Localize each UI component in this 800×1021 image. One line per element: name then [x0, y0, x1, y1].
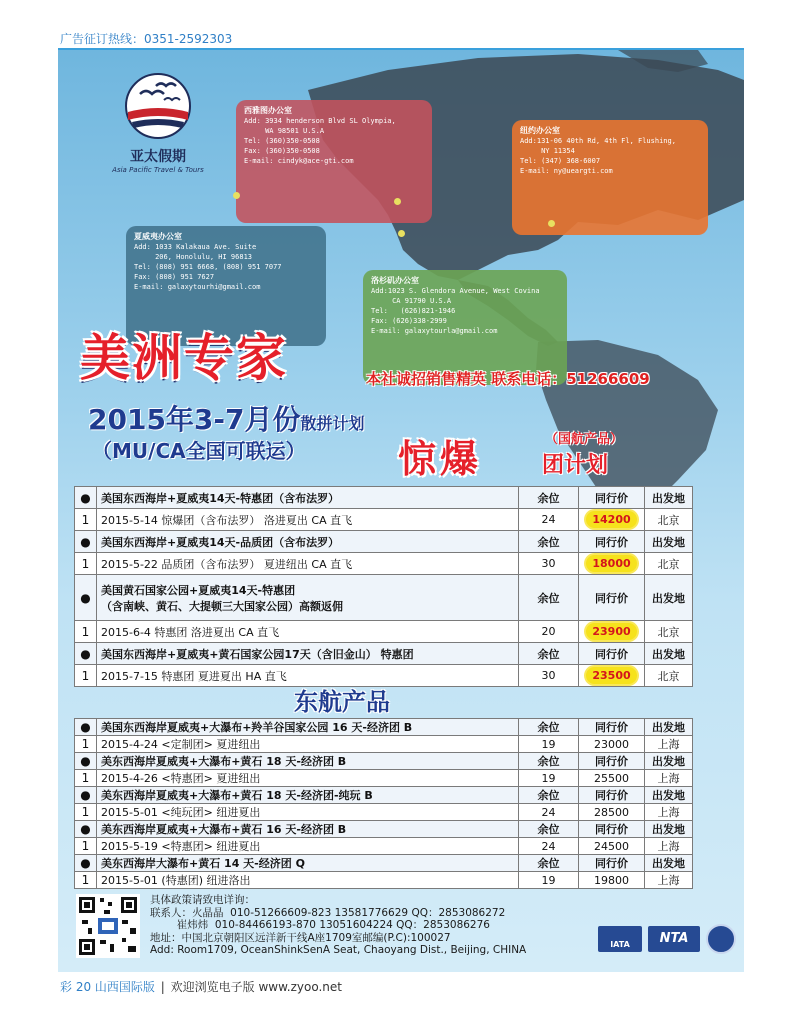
col-price: 同行价 [579, 531, 645, 553]
row-number: 1 [75, 665, 97, 687]
col-depart: 出发地 [645, 753, 693, 770]
row-bullet: ● [75, 855, 97, 872]
headline-experts: 美洲专家 [80, 329, 288, 387]
table-row [75, 787, 693, 804]
office-line: E-mail: galaxytourhi@gmail.com [134, 283, 261, 291]
office-title: 洛杉矶办公室 [371, 276, 419, 285]
col-price: 同行价 [579, 821, 645, 838]
price-value: 23500 [586, 667, 636, 684]
table-row [75, 575, 693, 621]
departure-desc: 2015-5-22 品质团（含布法罗） 夏进纽出 CA 直飞 [97, 553, 519, 575]
col-price: 同行价 [579, 753, 645, 770]
table-row [75, 855, 693, 872]
depart-value: 上海 [645, 872, 693, 889]
row-number: 1 [75, 804, 97, 821]
nta-badge: NTA [648, 926, 700, 952]
contact-intro: 具体政策请致电详询： [150, 894, 255, 906]
depart-value: 上海 [645, 736, 693, 753]
logo-name-en: Asia Pacific Travel & Tours [112, 166, 204, 174]
ad-hotline: 广告征订热线：0351-2592303 [60, 32, 233, 46]
office-line: Tel: (626)821-1946 [371, 307, 456, 315]
row-bullet: ● [75, 531, 97, 553]
logo-name-cn: 亚太假期 [130, 149, 186, 165]
office-line: 206, Honolulu, HI 96813 [134, 253, 253, 261]
departure-desc: 2015-7-15 特惠团 夏进夏出 HA 直飞 [97, 665, 519, 687]
poster [58, 50, 744, 972]
depart-value: 北京 [645, 553, 693, 575]
price-value: 24500 [579, 838, 645, 855]
col-depart: 出发地 [645, 787, 693, 804]
headline-ca-product: （国航产品） [545, 432, 624, 447]
col-seats: 余位 [519, 575, 579, 621]
col-seats: 余位 [519, 855, 579, 872]
col-price: 同行价 [579, 575, 645, 621]
seats-value: 19 [519, 770, 579, 787]
departure-desc: 2015-5-01 (特惠团) 纽进洛出 [97, 872, 519, 889]
table-row [75, 821, 693, 838]
tour-name: 美国东西海岸+夏威夷14天-特惠团（含布法罗） [97, 487, 519, 509]
contact-person-2: 崔炜炜 010-84466193-870 13051604224 QQ：2853086276 [150, 919, 490, 931]
seats-value: 24 [519, 838, 579, 855]
brand-logo [103, 70, 213, 174]
row-number: 1 [75, 770, 97, 787]
tour-name: 美国东西海岸夏威夷+大瀑布+羚羊谷国家公园 16 天-经济团 B [97, 719, 519, 736]
col-seats: 余位 [519, 821, 579, 838]
office-line: WA 98501 U.S.A [244, 127, 325, 135]
col-seats: 余位 [519, 719, 579, 736]
office-line: Tel: (360)350-0508 [244, 137, 320, 145]
edition-name: 山西国际版 [94, 980, 155, 994]
table-row [75, 509, 693, 531]
seattle-office-card [236, 100, 432, 223]
seats-value: 20 [519, 621, 579, 643]
seats-value: 30 [519, 553, 579, 575]
seats-value: 19 [519, 736, 579, 753]
table-row [75, 553, 693, 575]
office-title: 纽约办公室 [520, 126, 560, 135]
col-depart: 出发地 [645, 855, 693, 872]
depart-value: 北京 [645, 621, 693, 643]
office-line: E-mail: galaxytourla@gmail.com [371, 327, 498, 335]
table-row [75, 872, 693, 889]
col-price: 同行价 [579, 643, 645, 665]
office-line: Tel: (808) 951 6668, (808) 951 7077 [134, 263, 282, 271]
table-row [75, 770, 693, 787]
price-value: 14200 [586, 511, 636, 528]
tour-name: 美东西海岸夏威夷+大瀑布+黄石 18 天-经济团-纯玩 B [97, 787, 519, 804]
seats-value: 19 [519, 872, 579, 889]
table-row [75, 753, 693, 770]
row-bullet: ● [75, 487, 97, 509]
price-cell [579, 621, 645, 643]
recruitment-notice: 本社诚招销售精英 联系电话：51266609 [366, 370, 650, 388]
table-row [75, 621, 693, 643]
table-row [75, 487, 693, 509]
row-bullet: ● [75, 575, 97, 621]
hawaii-location-dot [233, 192, 240, 199]
price-cell [579, 665, 645, 687]
row-number: 1 [75, 509, 97, 531]
col-price: 同行价 [579, 855, 645, 872]
col-seats: 余位 [519, 487, 579, 509]
departure-desc: 2015-5-14 惊爆团（含布法罗） 洛进夏出 CA 直飞 [97, 509, 519, 531]
table-row [75, 736, 693, 753]
depart-value: 上海 [645, 770, 693, 787]
headline-group-plan: 团计划 [542, 453, 609, 478]
tour-name: 美国黄石国家公园+夏威夷14天-特惠团 [101, 583, 296, 597]
row-number: 1 [75, 621, 97, 643]
headline-alliance: （MU/CA全国可联运） [92, 439, 306, 463]
newyork-office-card [512, 120, 708, 235]
tour-name: 美东西海岸夏威夷+大瀑布+黄石 16 天-经济团 B [97, 821, 519, 838]
page-number: 彩 20 [60, 980, 92, 994]
office-title: 夏威夷办公室 [134, 232, 182, 241]
period-suffix: 散拼计划 [300, 414, 365, 433]
period-text: 2015年3-7月份 [88, 403, 301, 436]
col-depart: 出发地 [645, 531, 693, 553]
col-depart: 出发地 [645, 575, 693, 621]
departure-desc: 2015-4-24 <定制团> 夏进纽出 [97, 736, 519, 753]
newyork-location-dot [548, 220, 555, 227]
col-depart: 出发地 [645, 487, 693, 509]
association-seal-icon [706, 924, 736, 954]
departure-desc: 2015-5-19 <特惠团> 纽进夏出 [97, 838, 519, 855]
col-seats: 余位 [519, 787, 579, 804]
departure-desc: 2015-4-26 <特惠团> 夏进纽出 [97, 770, 519, 787]
price-value: 23900 [586, 623, 636, 640]
office-line: Add: 1033 Kalakaua Ave. Suite [134, 243, 257, 251]
row-number: 1 [75, 872, 97, 889]
price-cell [579, 509, 645, 531]
e-edition-link[interactable]: 欢迎浏览电子版 www.zyoo.net [170, 980, 342, 994]
mu-products-title: 东航产品 [294, 688, 390, 716]
office-title: 西雅图办公室 [244, 106, 292, 115]
office-line: NY 11354 [520, 147, 575, 155]
seats-value: 24 [519, 804, 579, 821]
depart-value: 上海 [645, 838, 693, 855]
col-depart: 出发地 [645, 719, 693, 736]
contact-address-en: Add: Room1709, OceanShinkSenA Seat, Chaoyang Dist., Beijing, CHINA [150, 944, 527, 956]
office-line: Fax: (626)338-2999 [371, 317, 447, 325]
tour-name: 美东西海岸夏威夷+大瀑布+黄石 18 天-经济团 B [97, 753, 519, 770]
price-value: 28500 [579, 804, 645, 821]
tour-name: 美国东西海岸+夏威夷+黄石国家公园17天（含旧金山） 特惠团 [97, 643, 519, 665]
qr-code-icon [76, 894, 140, 958]
row-bullet: ● [75, 821, 97, 838]
tour-name: 美东西海岸大瀑布+黄石 14 天-经济团 Q [97, 855, 519, 872]
seattle-location-dot [394, 198, 401, 205]
price-value: 18000 [586, 555, 636, 572]
row-bullet: ● [75, 719, 97, 736]
office-line: E-mail: cindyk@ace-gti.com [244, 157, 354, 165]
contact-address-cn: 地址：中国北京朝阳区远洋新干线A座1709室邮编(P.C):100027 [150, 931, 451, 944]
headline-period [88, 398, 365, 438]
price-value: 23000 [579, 736, 645, 753]
office-line: Add: 3934 henderson Blvd SL Olympia, [244, 117, 396, 125]
price-value: 25500 [579, 770, 645, 787]
iata-badge: IATA [598, 926, 642, 952]
depart-value: 上海 [645, 804, 693, 821]
row-number: 1 [75, 736, 97, 753]
row-number: 1 [75, 553, 97, 575]
col-seats: 余位 [519, 643, 579, 665]
depart-value: 北京 [645, 665, 693, 687]
footer-separator: | [160, 980, 165, 994]
row-bullet: ● [75, 643, 97, 665]
price-cell [579, 553, 645, 575]
office-line: Fax: (360)350-0508 [244, 147, 320, 155]
office-line: Add:131-06 40th Rd, 4th Fl, Flushing, [520, 137, 676, 145]
seats-value: 30 [519, 665, 579, 687]
col-price: 同行价 [579, 787, 645, 804]
page-footer [60, 978, 342, 995]
tour-name-extra: （含南峡、黄石、大提顿三大国家公园）高额返佣 [101, 599, 343, 613]
contact-person-1: 联系人：火晶晶 010-51266609-823 13581776629 QQ：2853086272 [150, 906, 506, 919]
mu-tour-table [74, 718, 693, 889]
office-line: Add:1023 S. Glendora Avenue, West Covina [371, 287, 540, 295]
table-row [75, 719, 693, 736]
col-price: 同行价 [579, 487, 645, 509]
contact-block [150, 894, 526, 957]
col-depart: 出发地 [645, 821, 693, 838]
departure-desc: 2015-6-4 特惠团 洛进夏出 CA 直飞 [97, 621, 519, 643]
table-row [75, 804, 693, 821]
ca-tour-table [74, 486, 693, 687]
office-line: Tel: (347) 368-6007 [520, 157, 601, 165]
office-line: E-mail: ny@ueargti.com [520, 167, 613, 175]
office-line: CA 91790 U.S.A [371, 297, 452, 305]
col-seats: 余位 [519, 531, 579, 553]
row-bullet: ● [75, 787, 97, 804]
table-row [75, 531, 693, 553]
office-line: Fax: (808) 951 7627 [134, 273, 215, 281]
losangeles-location-dot [398, 230, 405, 237]
headline-surprise: 惊爆 [398, 437, 483, 481]
seagulls-emblem-icon [118, 70, 198, 140]
price-value: 19800 [579, 872, 645, 889]
col-price: 同行价 [579, 719, 645, 736]
table-row [75, 643, 693, 665]
row-bullet: ● [75, 753, 97, 770]
tour-name-cell [97, 575, 519, 621]
col-depart: 出发地 [645, 643, 693, 665]
row-number: 1 [75, 838, 97, 855]
seats-value: 24 [519, 509, 579, 531]
tour-name: 美国东西海岸+夏威夷14天-品质团（含布法罗） [97, 531, 519, 553]
col-seats: 余位 [519, 753, 579, 770]
departure-desc: 2015-5-01 <纯玩团> 纽进夏出 [97, 804, 519, 821]
table-row [75, 838, 693, 855]
depart-value: 北京 [645, 509, 693, 531]
